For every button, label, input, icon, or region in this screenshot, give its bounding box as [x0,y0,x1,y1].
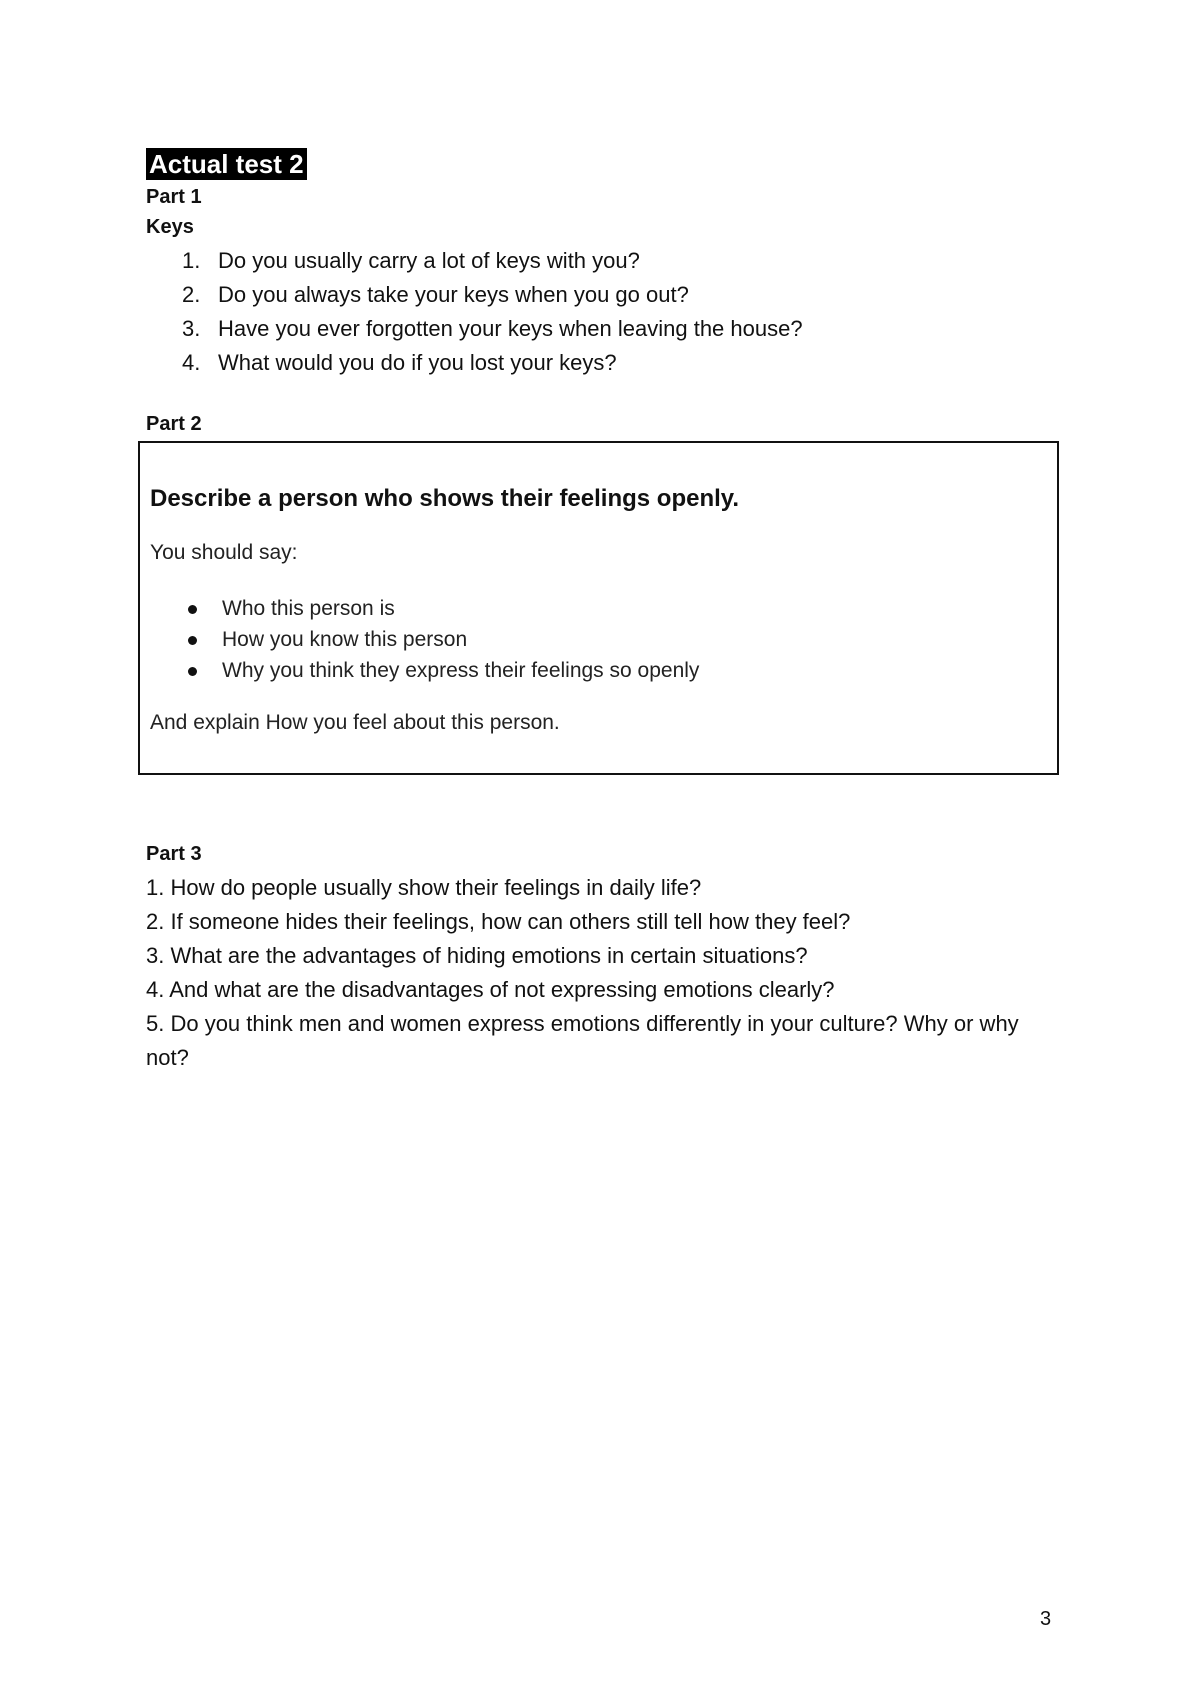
page-number: 3 [1040,1608,1052,1630]
list-item: 1. How do people usually show their feelings in daily life? [146,875,702,900]
list-item: 3. What are the advantages of hiding emotions in certain situations? [146,943,808,968]
bullet-icon [188,636,197,645]
list-item-number: 2. [182,282,201,307]
list-item-text: How you know this person [222,628,468,651]
bullet-icon [188,667,197,676]
list-item-number: 4. [182,350,201,375]
list-item-text: Have you ever forgotten your keys when leaving the house? [218,316,803,341]
list-item-text: Do you usually carry a lot of keys with you? [218,248,640,273]
part3-question-list [146,871,1066,1075]
list-item-text: Why you think they express their feelings so openly [222,659,700,682]
cue-card-prompt: You should say: [150,541,298,564]
part1-topic: Keys [146,216,194,238]
list-item: 5. Do you think men and women express emotions differently in your culture? Why or why not? [146,1011,1019,1070]
list-item: 2. If someone hides their feelings, how can others still tell how they feel? [146,909,851,934]
cue-card [138,441,1059,775]
part2-label: Part 2 [146,413,202,435]
cue-card-explain: And explain How you feel about this person. [150,711,560,734]
list-item: 4. And what are the disadvantages of not expressing emotions clearly? [146,977,835,1002]
list-item-number: 3. [182,316,201,341]
list-item-text: Do you always take your keys when you go out? [218,282,689,307]
cue-card-title: Describe a person who shows their feelings openly. [150,485,740,512]
part1-label: Part 1 [146,186,202,208]
part3-label: Part 3 [146,843,202,865]
page-title: Actual test 2 [146,148,307,180]
bullet-icon [188,605,197,614]
list-item-text: What would you do if you lost your keys? [218,350,617,375]
list-item-number: 1. [182,248,201,273]
list-item-text: Who this person is [222,597,395,620]
